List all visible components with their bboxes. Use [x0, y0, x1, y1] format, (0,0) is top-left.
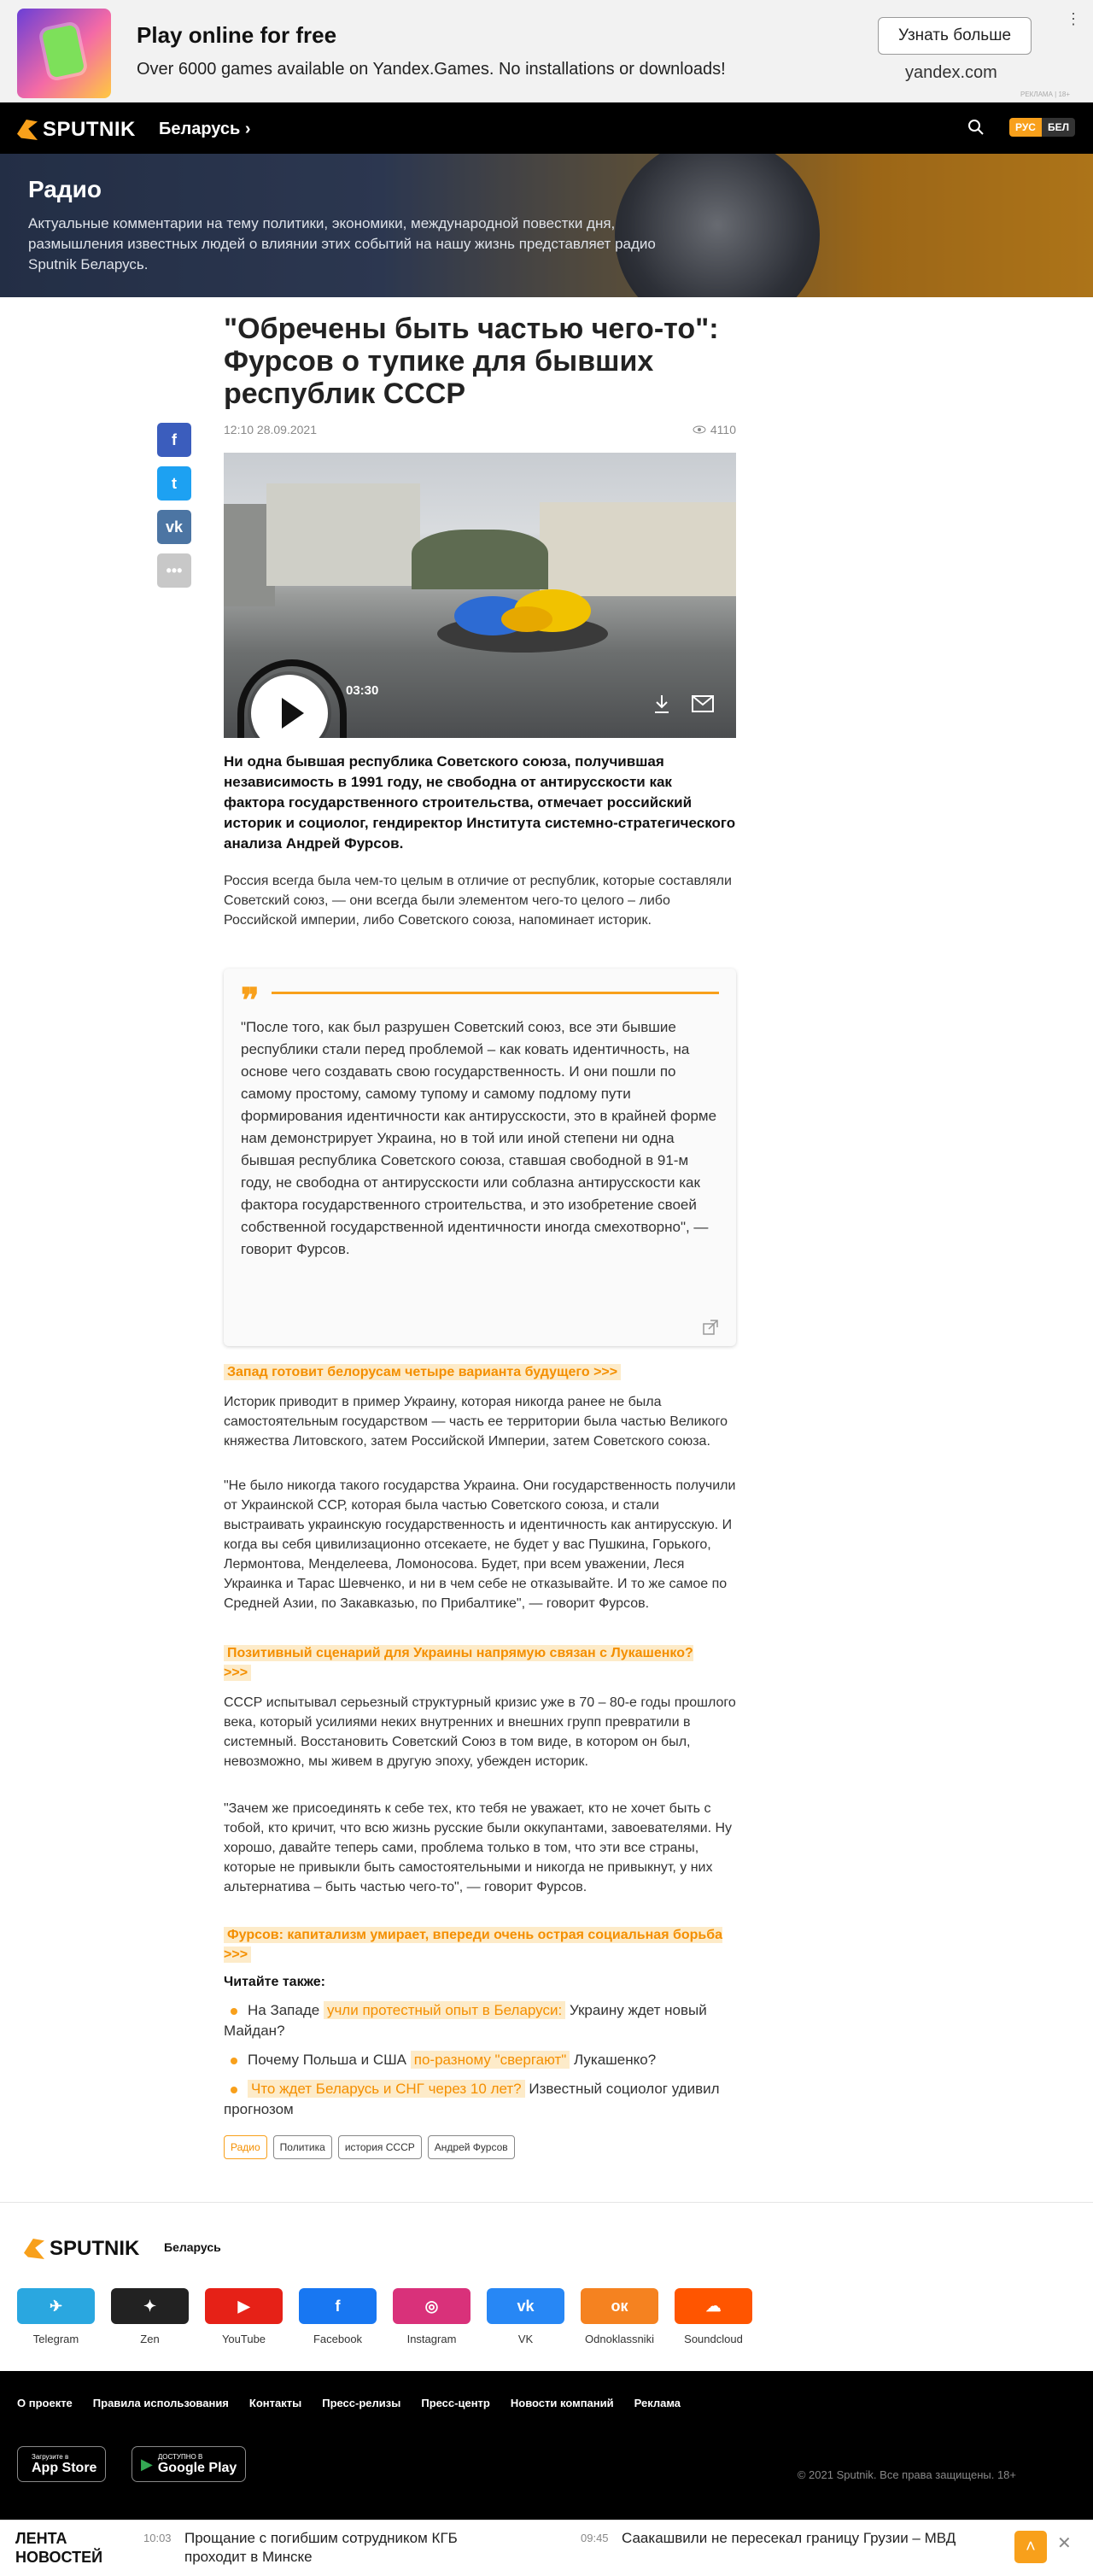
audio-player[interactable] — [224, 453, 736, 738]
quote-icon: ❞ — [241, 981, 260, 1021]
article-datetime: 12:10 28.09.2021 — [224, 423, 317, 436]
tag[interactable]: Политика — [273, 2135, 332, 2159]
article-paragraph: Историк приводит в пример Украину, которая никогда ранее не была самостоятельным государством — часть ее территории была частью Великого княжества Литовского, затем Российской Империи, затем Советского союза. — [224, 1395, 728, 1449]
social-soundcloud[interactable]: ☁ Soundcloud — [675, 2288, 752, 2345]
google-play-button[interactable]: ▶ ДОСТУПНО В Google Play — [132, 2446, 246, 2482]
article-lead: Ни одна бывшая республика Советского союза, получившая независимость в 1991 году, не свободна от антирусскости как фактора государственного строительства, отмечает российский историк и социолог, гендиректор Института системно-стратегического анализа Андрей Фурсов. — [224, 753, 736, 852]
audio-duration: 03:30 — [346, 683, 379, 698]
article-paragraph: "Не было никогда такого государства Украина. Они государственность получили от Украинской ССР, которая была частью Советского союза, и стали выстраивать украинскую государственность и идентичность как антирусскую. И когда вы себя цивилизационно отсекаете, не будет у вас Пушкина, Горького, Лермонтова, Менделеева, Ломоносова. Будет, при всем уважении, Леся Украинка и Тарас Шевченко, и ни в чем себе не отказывайте. И то же самое по Средней Азии, по Закавказью, по Прибалтике", — говорит Фурсов. — [224, 1478, 736, 1611]
article-header — [224, 313, 736, 410]
app-store-button[interactable]: Загрузите в App Store — [17, 2446, 106, 2482]
see-also-title: Читайте также: — [224, 1975, 325, 1989]
eye-icon — [693, 425, 706, 434]
article-title: "Обречены быть частью чего-то": Фурсов о тупике для бывших республик СССР — [224, 313, 719, 410]
copyright: © 2021 Sputnik. Все права защищены. 18+ — [797, 2468, 1016, 2481]
footer-top — [0, 2202, 1093, 2373]
social-links — [17, 2288, 752, 2345]
article-paragraph: "Зачем же присоединять к себе тех, кто тебя не уважает, кто не хочет быть с тобой, кто кричит, что всю жизнь русские были оккупантами, завоевателями. Ну хорошо, давайте теперь сами, проблема только в том, что эти все страны, которые не привыкли быть самостоятельными и никогда не привыкнут, у них альтернатива – быть частью чего-то", — говорит Фурсов. — [224, 1801, 733, 1894]
close-icon[interactable]: ✕ — [1057, 2534, 1072, 2553]
play-button[interactable] — [232, 651, 352, 738]
category-title[interactable]: Радио — [28, 176, 102, 202]
ad-banner[interactable] — [0, 0, 1093, 102]
related-item[interactable]: Что ждет Беларусь и СНГ через 10 лет? Известный социолог удивил прогнозом — [224, 2081, 720, 2117]
odnoklassniki-icon: ок — [581, 2288, 658, 2324]
download-icon[interactable] — [652, 694, 671, 714]
ad-menu-icon[interactable]: ⋮ — [1066, 10, 1081, 27]
ad-label: РЕКЛАМА | 18+ — [1020, 91, 1071, 98]
ad-domain[interactable]: yandex.com — [905, 63, 997, 82]
footer-link[interactable]: Новости компаний — [510, 2397, 614, 2409]
related-item[interactable]: Почему Польша и США по-разному "свергают" Лукашенко? — [224, 2050, 736, 2070]
chevron-right-icon: › — [244, 120, 251, 138]
language-switch[interactable] — [1009, 118, 1075, 137]
footer-link[interactable]: Контакты — [248, 2397, 302, 2409]
ticker-item[interactable]: 10:03 Прощание с погибшим сотрудником КГБ проходит в Минске — [143, 2530, 458, 2565]
social-odnoklassniki[interactable]: ок Odnoklassniki — [581, 2288, 658, 2345]
ticker-item[interactable]: 09:45 Саакашвили не пересекал границу Грузии – МВД — [581, 2530, 956, 2546]
zen-icon: ✦ — [111, 2288, 189, 2324]
category-description: Актуальные комментарии на тему политики, экономики, международной повестки дня, размышления известных людей о влиянии этих событий на нашу жизнь представляет радио Sputnik Беларусь. — [28, 215, 656, 272]
category-hero — [0, 154, 1093, 297]
article-paragraph: СССР испытывал серьезный структурный кризис уже в 70 – 80-е годы прошлого века, который усилиями неких внутренних и внешних групп превратили в системный. Восстановить Советский Союз в том виде, в котором он был, невозможно, мы живем в другую эпоху, убежден историк. — [224, 1695, 736, 1769]
youtube-icon: ▶ — [205, 2288, 283, 2324]
footer-link[interactable]: Пресс-релизы — [322, 2397, 401, 2409]
quote-block — [224, 969, 736, 1346]
bullet-icon — [231, 2087, 237, 2093]
sputnik-logo-icon — [17, 120, 38, 140]
article-paragraph: Россия всегда была чем-то целым в отличие от республик, которые составляли Советский союз, — они всегда были элементом чего-то целого – либо Российской империи, либо Советского союза, напоминает историк. — [224, 874, 732, 928]
inline-link[interactable]: Запад готовит белорусам четыре варианта будущего >>> — [224, 1362, 736, 1382]
facebook-icon: f — [299, 2288, 377, 2324]
footer-link[interactable]: Реклама — [634, 2397, 681, 2409]
social-instagram[interactable]: ◎ Instagram — [393, 2288, 471, 2345]
ticker-title[interactable]: ЛЕНТА НОВОСТЕЙ — [15, 2530, 103, 2566]
ad-game-thumbnail[interactable] — [17, 9, 111, 98]
share-more-icon[interactable]: ••• — [157, 553, 191, 588]
soundcloud-icon: ☁ — [675, 2288, 752, 2324]
ad-learn-more-button[interactable]: Узнать больше — [878, 17, 1032, 55]
footer-link[interactable]: О проекте — [17, 2397, 73, 2409]
inline-link[interactable]: Фурсов: капитализм умирает, впереди очень острая социальная борьба >>> — [224, 1928, 723, 1962]
related-item[interactable]: На Западе учли протестный опыт в Беларуси: Украину ждет новый Майдан? — [224, 2002, 707, 2039]
social-vk[interactable]: vk VK — [487, 2288, 564, 2345]
tag[interactable]: Андрей Фурсов — [428, 2135, 515, 2159]
tag-list — [224, 2135, 515, 2159]
share-vk-icon[interactable]: vk — [157, 510, 191, 544]
social-telegram[interactable]: ✈ Telegram — [17, 2288, 95, 2345]
article-meta — [224, 423, 736, 436]
social-facebook[interactable]: f Facebook — [299, 2288, 377, 2345]
footer-region: Беларусь — [164, 2240, 221, 2254]
ad-text: Over 6000 games available on Yandex.Games. No installations or downloads! — [137, 60, 726, 79]
news-ticker — [0, 2520, 1093, 2576]
share-quote-icon[interactable] — [702, 1319, 719, 1336]
footer-link[interactable]: Правила использования — [92, 2397, 229, 2409]
sputnik-logo[interactable]: SPUTNIK — [17, 118, 136, 142]
lang-be[interactable]: БЕЛ — [1042, 118, 1075, 137]
sputnik-logo-icon — [24, 2239, 44, 2259]
tag[interactable]: история СССР — [338, 2135, 422, 2159]
footer-logo[interactable]: SPUTNIK — [24, 2237, 139, 2261]
player-cover-image — [266, 483, 420, 586]
lang-ru[interactable]: РУС — [1009, 118, 1042, 137]
share-facebook-icon[interactable]: f — [157, 423, 191, 457]
google-play-icon: ▶ — [141, 2455, 153, 2473]
mail-icon[interactable] — [692, 695, 714, 712]
chevron-up-icon[interactable]: ˄ — [1014, 2531, 1047, 2563]
site-header — [0, 102, 1093, 154]
footer-nav — [17, 2397, 681, 2409]
ad-title[interactable]: Play online for free — [137, 22, 337, 48]
inline-link[interactable]: Позитивный сценарий для Украины напрямую связан с Лукашенко? >>> — [224, 1646, 693, 1680]
social-zen[interactable]: ✦ Zen — [111, 2288, 189, 2345]
tag[interactable]: Радио — [224, 2135, 267, 2159]
telegram-icon: ✈ — [17, 2288, 95, 2324]
footer-link[interactable]: Пресс-центр — [421, 2397, 490, 2409]
region-selector[interactable]: Беларусь › — [159, 120, 251, 138]
bullet-icon — [231, 2008, 237, 2015]
quote-text: "После того, как был разрушен Советский союз, все эти бывшие республики стали перед проблемой – как ковать идентичность, на основе чего создавать свою государственность. И они пошли по самому простому, самому тупому и самому подлому пути формирования идентичности как антирусскости, это в крайней форме нам демонстрирует Украина, но в той или иной степени ни одна бывшая республика Советского союза, ставшая свободной в 91-м году, не свободна от антирусскости или соблазна антирусскости как фактора государственного строительства, и это изобретение своей собственной государственной идентичности иногда смехотворно", — говорит Фурсов. — [241, 1019, 717, 1257]
instagram-icon: ◎ — [393, 2288, 471, 2324]
view-count: 4110 — [693, 423, 736, 436]
bullet-icon — [231, 2058, 237, 2064]
social-youtube[interactable]: ▶ YouTube — [205, 2288, 283, 2345]
vk-icon: vk — [487, 2288, 564, 2324]
footer-bottom — [0, 2371, 1093, 2520]
share-twitter-icon[interactable]: t — [157, 466, 191, 501]
search-icon[interactable] — [967, 119, 985, 136]
share-bar — [157, 423, 191, 597]
